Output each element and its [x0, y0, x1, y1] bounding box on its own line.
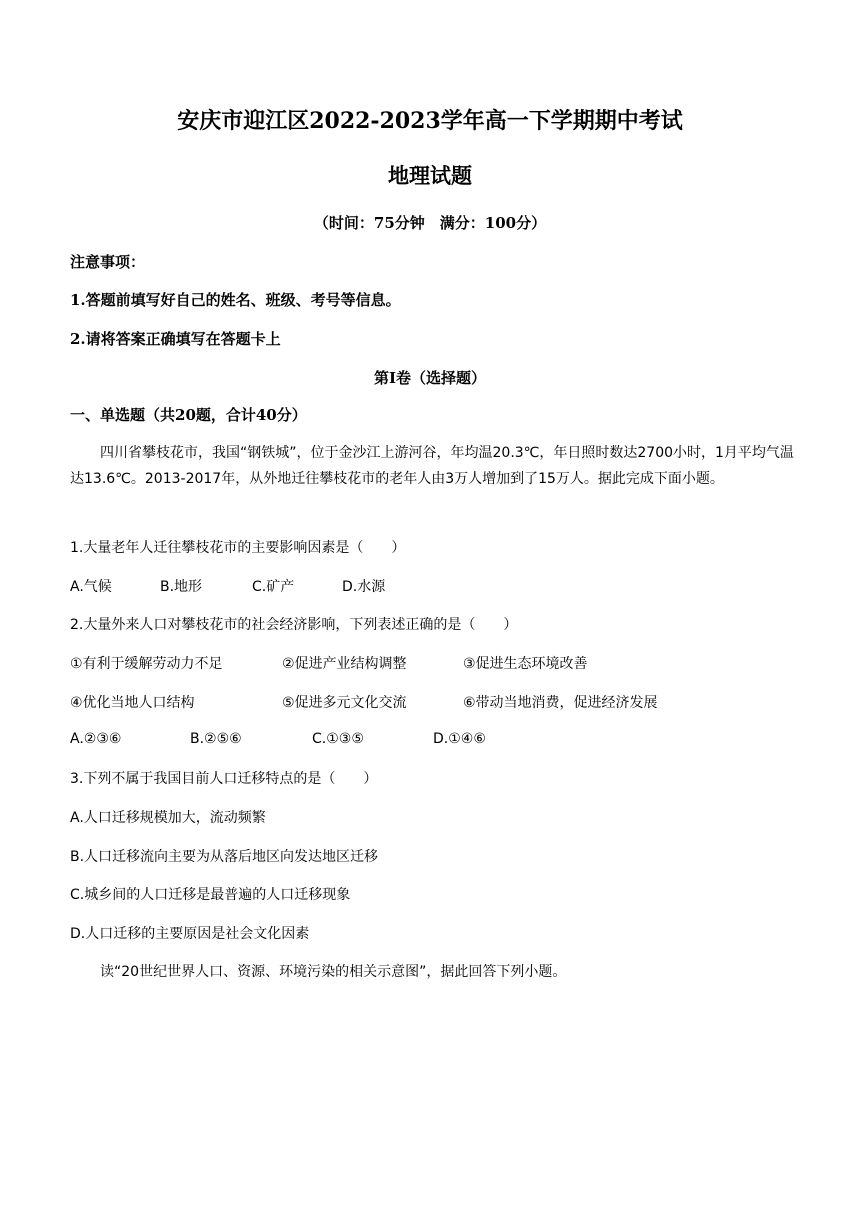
question-2-option-c: C.①③⑤	[312, 731, 364, 747]
question-3-option-b: B.人口迁移流向主要为从落后地区向发达地区迁移	[70, 849, 379, 865]
notice-item-2: 2.请将答案正确填写在答题卡上	[70, 330, 281, 348]
question-3-option-c: C.城乡间的人口迁移是最普遍的人口迁移现象	[70, 887, 351, 903]
passage-2: 读“20世纪世界人口、资源、环境污染的相关示意图”，据此回答下列小题。	[100, 964, 567, 980]
notice-item-1: 1.答题前填写好自己的姓名、班级、考号等信息。	[70, 291, 401, 309]
question-3-option-d: D.人口迁移的主要原因是社会文化因素	[70, 926, 310, 942]
part-heading: 一、单选题（共20题，合计40分）	[70, 406, 307, 424]
exam-title: 安庆市迎江区2022-2023学年高一下学期期中考试	[177, 108, 683, 134]
question-1-option-c: C.矿产	[252, 579, 295, 595]
question-2-option-d: D.①④⑥	[433, 731, 486, 747]
question-2-stem: 2.大量外来人口对攀枝花市的社会经济影响，下列表述正确的是（ ）	[70, 617, 518, 633]
exam-meta: （时间：75分钟 满分：100分）	[313, 214, 547, 232]
question-2-option-a: A.②③⑥	[70, 731, 122, 747]
notice-heading: 注意事项：	[70, 253, 146, 271]
question-2-item-6: ⑥带动当地消费，促进经济发展	[463, 695, 658, 711]
question-2-option-b: B.②⑤⑥	[190, 731, 242, 747]
question-1-option-a: A.气候	[70, 579, 112, 595]
passage-1: 四川省攀枝花市，我国“钢铁城”，位于金沙江上游河谷，年均温20.3℃，年日照时数达2700小时，1月平均气温达13.6℃。2013-2017年，从外地迁往攀枝花市的老年人由3万人增加到了15万人。据此完成下面小题。	[70, 445, 794, 487]
question-2-item-1: ①有利于缓解劳动力不足	[70, 656, 223, 672]
question-2-item-2: ②促进产业结构调整	[282, 656, 407, 672]
volume-heading: 第Ⅰ卷（选择题）	[373, 369, 487, 387]
question-2-item-3: ③促进生态环境改善	[463, 656, 588, 672]
question-3-option-a: A.人口迁移规模加大，流动频繁	[70, 810, 266, 826]
question-3-stem: 3.下列不属于我国目前人口迁移特点的是（ ）	[70, 771, 378, 787]
question-1-option-d: D.水源	[342, 579, 386, 595]
exam-subtitle: 地理试题	[388, 163, 472, 188]
question-2-item-5: ⑤促进多元文化交流	[282, 695, 407, 711]
question-2-item-4: ④优化当地人口结构	[70, 695, 195, 711]
question-1-stem: 1.大量老年人迁往攀枝花市的主要影响因素是（ ）	[70, 540, 406, 556]
question-1-option-b: B.地形	[160, 579, 203, 595]
